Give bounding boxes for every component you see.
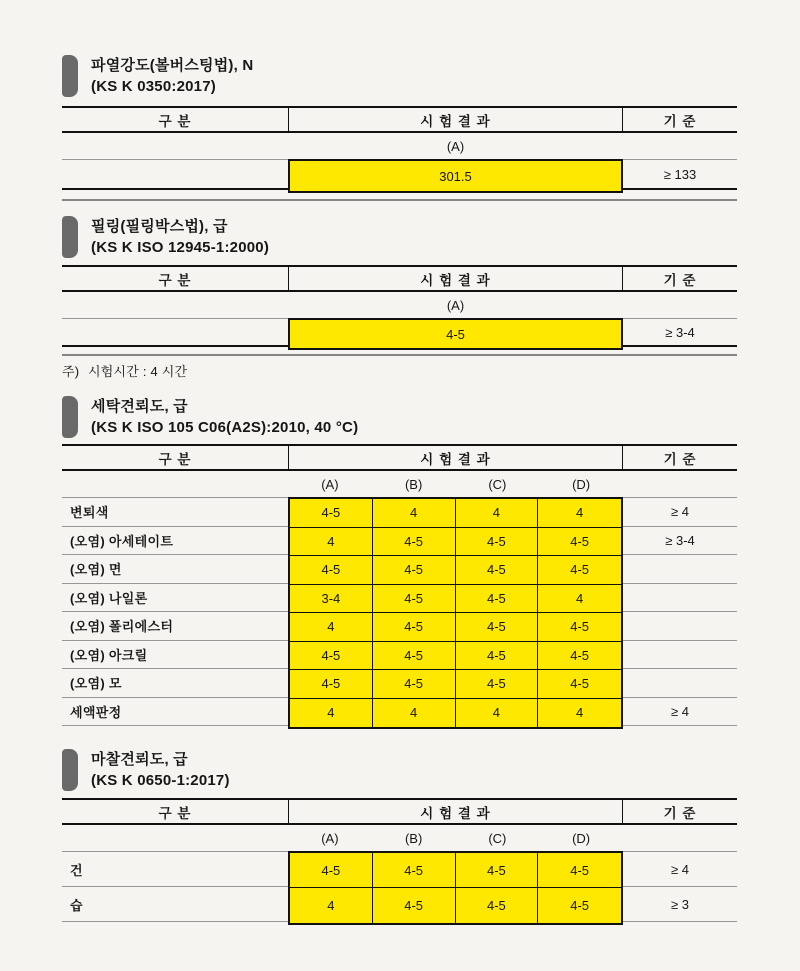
header-col-label: 구 분: [158, 451, 192, 467]
subcol-label: (C): [488, 830, 507, 846]
header-col-criteria: 기 준: [663, 451, 697, 467]
result-value: 4-5: [290, 670, 373, 699]
result-value: 4-5: [538, 556, 621, 585]
criteria-value: ≥ 3: [671, 896, 689, 912]
row-label: 세액판정: [70, 704, 122, 720]
result-value: 4-5: [538, 670, 621, 699]
result-value: 4-5: [373, 613, 456, 642]
table-header-row: [62, 800, 737, 825]
row-label: (오염) 면: [70, 562, 122, 578]
table-body: [62, 292, 737, 347]
subcol-label: (B): [404, 830, 423, 846]
subcol-label: (A): [321, 476, 339, 492]
result-value: 4-5: [456, 853, 539, 888]
header-col-result: 시 험 결 과: [288, 446, 623, 469]
criteria-value: ≥ 4: [671, 504, 689, 520]
subcol-label: (C): [488, 476, 507, 492]
section-title: 마찰견뢰도, 급: [91, 751, 188, 768]
subcol-label: (D): [572, 830, 591, 846]
subheader-row: [62, 133, 737, 160]
result-value: 4-5: [456, 888, 539, 923]
result-value: 4-5: [538, 613, 621, 642]
result-value: 4: [456, 699, 539, 728]
subcol-label: (B): [404, 476, 423, 492]
subcol-label: (D): [572, 476, 591, 492]
header-col-label: 구 분: [158, 805, 192, 821]
result-value: 4: [290, 528, 373, 557]
table-header-row: [62, 267, 737, 292]
section-bullet-icon: [62, 216, 78, 258]
table-pilling: [62, 265, 737, 347]
criteria-value: ≥ 3-4: [665, 532, 695, 548]
result-value: 4-5: [373, 556, 456, 585]
result-value: 4-5: [456, 528, 539, 557]
result-value: 4-5: [373, 888, 456, 923]
table-header-row: [62, 108, 737, 133]
result-value: 4-5: [373, 528, 456, 557]
table-note: [62, 356, 737, 380]
section-titles: [91, 749, 230, 791]
result-value: 301.5: [439, 168, 472, 184]
header-col-result: 시 험 결 과: [288, 267, 623, 290]
note-text: 시험시간 : 4 시간: [88, 364, 188, 379]
section-standard: (KS K ISO 105 C06(A2S):2010, 40 °C): [91, 419, 359, 436]
result-highlight-block: [288, 159, 623, 193]
section-title: 파열강도(볼버스팅법), N: [91, 57, 254, 74]
result-value: 4: [290, 699, 373, 728]
section-standard: (KS K 0650-1:2017): [91, 772, 230, 789]
table-body: [62, 133, 737, 190]
section-header-rubbing: [62, 749, 737, 791]
result-value: 4-5: [373, 585, 456, 614]
row-label: (오염) 모: [70, 676, 122, 692]
section-standard: (KS K 0350:2017): [91, 78, 216, 95]
result-value: 3-4: [290, 585, 373, 614]
subheader-row: [62, 292, 737, 319]
section-title: 필링(필링박스법), 급: [91, 218, 228, 235]
result-highlight-block: [288, 318, 623, 350]
report-content: [62, 0, 737, 922]
section-bullet-icon: [62, 55, 78, 97]
subheader-row: [62, 471, 737, 498]
header-col-result: 시 험 결 과: [288, 800, 623, 823]
result-value: 4-5: [290, 853, 373, 888]
result-value: 4-5: [290, 499, 373, 528]
section-header-bursting: [62, 55, 737, 97]
result-highlight-block: [288, 851, 623, 925]
section-standard: (KS K ISO 12945-1:2000): [91, 239, 270, 256]
subcol-label: (A): [446, 297, 465, 313]
criteria-value: ≥ 4: [671, 703, 689, 719]
result-value: 4-5: [456, 642, 539, 671]
note-prefix: 주): [62, 364, 80, 379]
table-header-row: [62, 446, 737, 471]
subheader-row: [62, 825, 737, 852]
table-body: [62, 471, 737, 726]
row-label: (오염) 아크릴: [70, 647, 148, 663]
result-value: 4-5: [456, 556, 539, 585]
row-label: (오염) 폴리에스터: [70, 619, 174, 635]
result-value: 4: [290, 613, 373, 642]
result-value: 4-5: [570, 898, 590, 913]
row-label: (오염) 나일론: [70, 590, 148, 606]
criteria-value: ≥ 3-4: [665, 324, 695, 340]
result-value: 4-5: [373, 642, 456, 671]
separator-rule: [62, 199, 737, 201]
table-body: [62, 825, 737, 922]
section-bullet-icon: [62, 749, 78, 791]
row-label: (오염) 아세테이트: [70, 533, 174, 549]
result-value: 4: [373, 499, 456, 528]
row-label: 변퇴색: [70, 505, 109, 521]
result-value: 4-5: [456, 613, 539, 642]
result-value: 4-5: [538, 853, 621, 888]
table-bursting: [62, 106, 737, 190]
section-titles: [91, 216, 269, 258]
header-col-criteria: 기 준: [663, 113, 697, 129]
result-value: 4-5: [538, 642, 621, 671]
result-value: 4-5: [373, 670, 456, 699]
result-value: 4: [290, 888, 373, 923]
result-highlight-block: [288, 497, 623, 729]
result-value: 4: [576, 705, 584, 721]
result-value: 4: [538, 499, 621, 528]
table-rubbing: [62, 798, 737, 922]
row-label: 습: [70, 897, 83, 913]
section-header-pilling: [62, 216, 737, 258]
criteria-value: ≥ 4: [671, 861, 689, 877]
criteria-value: ≥ 133: [663, 166, 697, 182]
result-value: 4-5: [290, 556, 373, 585]
result-value: 4-5: [446, 326, 465, 342]
subcol-label: (A): [321, 830, 339, 846]
result-value: 4-5: [456, 670, 539, 699]
result-value: 4: [456, 499, 539, 528]
subcol-label: (A): [446, 138, 465, 154]
section-bullet-icon: [62, 396, 78, 438]
table-washing: [62, 444, 737, 726]
header-col-label: 구 분: [158, 113, 192, 129]
section-title: 세탁견뢰도, 급: [91, 398, 188, 415]
section-titles: [91, 396, 358, 438]
result-value: 4-5: [290, 642, 373, 671]
result-value: 4-5: [373, 853, 456, 888]
header-col-label: 구 분: [158, 272, 192, 288]
header-col-result: 시 험 결 과: [288, 108, 623, 131]
section-titles: [91, 55, 253, 97]
header-col-criteria: 기 준: [663, 805, 697, 821]
result-value: 4-5: [538, 528, 621, 557]
result-value: 4: [538, 585, 621, 614]
result-value: 4-5: [456, 585, 539, 614]
row-label: 건: [70, 862, 83, 878]
section-header-washing: [62, 396, 737, 438]
header-col-criteria: 기 준: [663, 272, 697, 288]
result-value: 4: [373, 699, 456, 728]
